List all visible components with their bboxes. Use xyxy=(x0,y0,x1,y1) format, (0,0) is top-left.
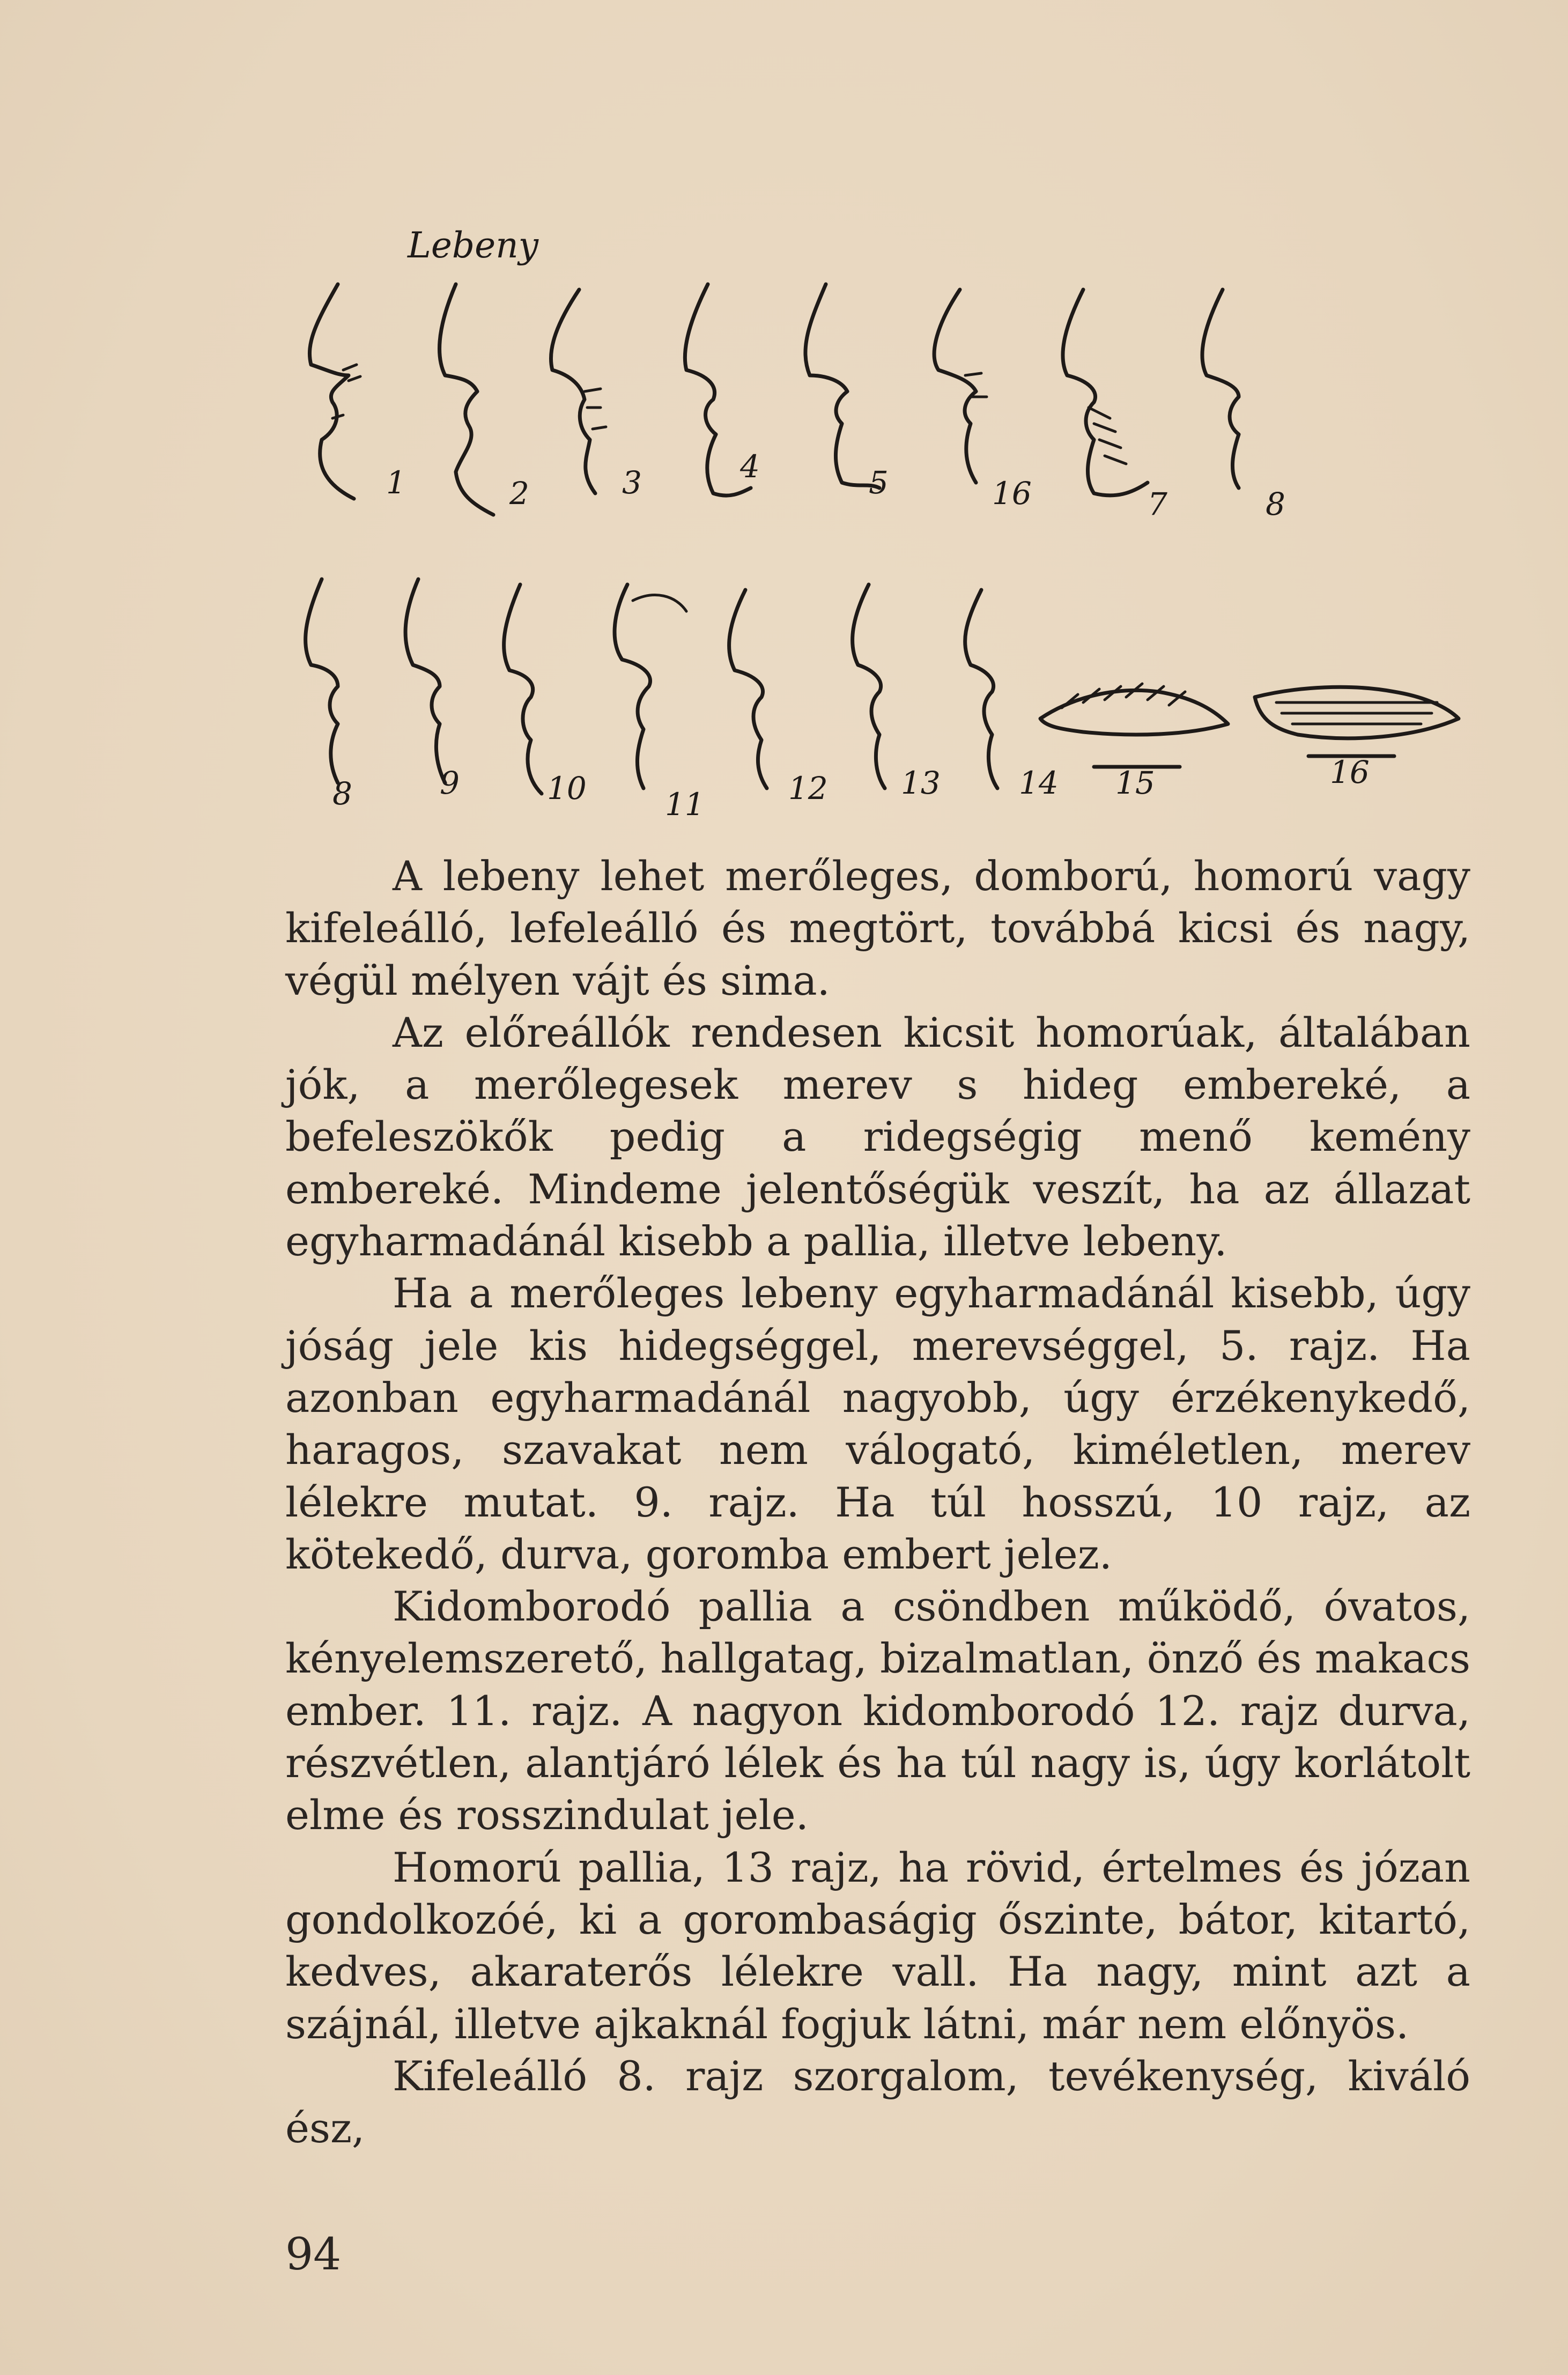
sketch-13 xyxy=(853,584,885,788)
label-7: 7 xyxy=(1148,486,1167,522)
page-number: 94 xyxy=(285,2229,342,2280)
sketch-9 xyxy=(405,579,445,783)
label-12: 12 xyxy=(788,770,828,807)
label-3: 3 xyxy=(622,464,642,501)
label-4: 4 xyxy=(740,448,760,485)
label-5: 5 xyxy=(869,464,889,501)
sketch-12 xyxy=(729,590,767,788)
label-8a: 8 xyxy=(1266,486,1285,522)
label-8: 8 xyxy=(332,775,352,812)
figure-caption: Lebeny xyxy=(408,225,538,266)
label-13: 13 xyxy=(901,765,941,801)
sketch-6 xyxy=(934,290,987,483)
paragraph-5: Homorú pallia, 13 rajz, ha rövid, értelmes és józan gondolkozóé, ki a gorombaságig őszinte, bátor, kitartó, kedves, akaraterős lélekre vall. Ha nagy, mint azt a szájnál, illetve ajkaknál fogjuk látni, már nem előnyös. xyxy=(285,1843,1470,2048)
sketch-3 xyxy=(551,290,606,493)
body-text xyxy=(285,850,1470,2154)
sketch-15-lips xyxy=(1040,684,1228,767)
label-15: 15 xyxy=(1115,765,1155,801)
sketch-8-top xyxy=(1202,290,1239,488)
sketch-11 xyxy=(615,584,686,788)
sketch-8 xyxy=(306,579,338,783)
paragraph-6: Kifeleálló 8. rajz szorgalom, tevékenység, kiváló ész, xyxy=(285,2052,1470,2152)
paragraph-3: Ha a merőleges lebeny egyharmadánál kisebb, úgy jóság jele kis hidegséggel, merevséggel, 5. rajz. Ha azonban egyharmadánál nagyobb, úgy érzékenykedő, haragos, szavakat nem válogató, kiméletlen, merev lélekre mutat. 9. rajz. Ha túl hosszú, 10 rajz, az kötekedő, durva, goromba embert jelez. xyxy=(285,1269,1470,1578)
label-9: 9 xyxy=(440,765,460,801)
sketch-1 xyxy=(309,284,360,499)
sketch-14 xyxy=(965,590,997,788)
label-14: 14 xyxy=(1019,765,1059,801)
sketch-5 xyxy=(805,284,879,488)
label-2: 2 xyxy=(509,475,529,512)
label-11: 11 xyxy=(665,786,705,820)
label-10: 10 xyxy=(547,770,587,807)
sketch-7 xyxy=(1063,290,1148,495)
label-1: 1 xyxy=(386,464,406,501)
profile-sketches xyxy=(279,214,1475,820)
paragraph-4: Kidomborodó pallia a csöndben működő, óvatos, kényelemszerető, hallgatag, bizalmatlan, önző és makacs ember. 11. rajz. A nagyon kidomborodó 12. rajz durva, részvétlen, alantjáró lélek és ha túl nagy is, úgy korlátolt elme és rosszindulat jele. xyxy=(285,1582,1470,1839)
paragraph-2: Az előreállók rendesen kicsit homorúak, általában jók, a merőlegesek merev s hideg embereké, a befeleszökők pedig a ridegségig menő kemény embereké. Mindeme jelentőségük veszít, ha az állazat egyharmadánál kisebb a pallia, illetve lebeny. xyxy=(285,1008,1470,1266)
profile-sketches-figure xyxy=(279,214,1475,820)
label-16: 16 xyxy=(1330,754,1370,790)
sketch-10 xyxy=(504,584,542,794)
paragraph-1: A lebeny lehet merőleges, domború, homorú vagy kifeleálló, lefeleálló és megtört, továbbá kicsi és nagy, végül mélyen vájt és sima. xyxy=(285,852,1470,1004)
label-6: 16 xyxy=(992,475,1032,512)
sketch-2 xyxy=(440,284,493,515)
sketch-16-lips xyxy=(1255,687,1459,756)
